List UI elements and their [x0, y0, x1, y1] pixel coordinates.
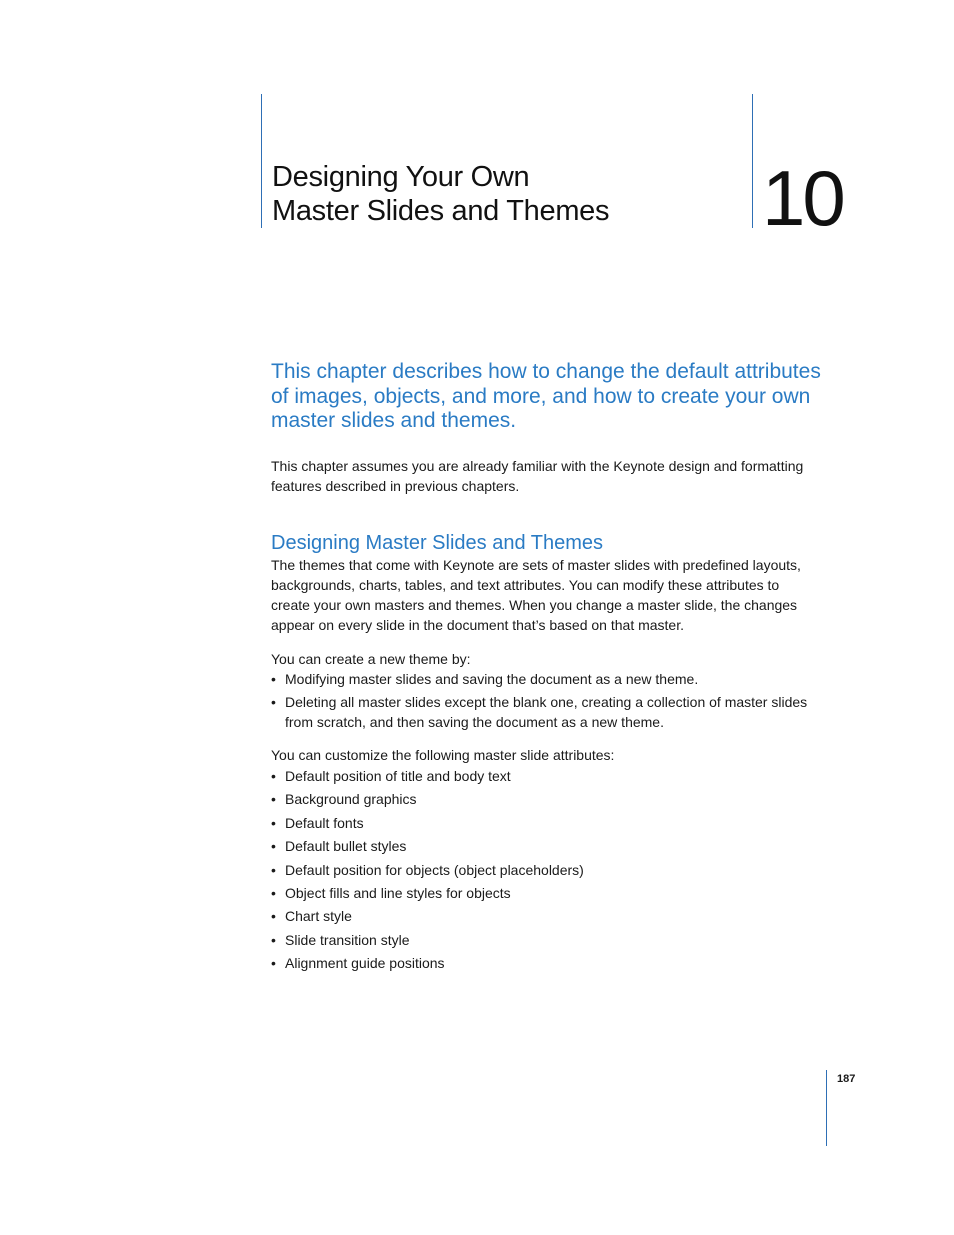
- bullet-icon: •: [271, 884, 276, 901]
- section-paragraph: [271, 555, 831, 635]
- list-item-text: Slide transition style: [285, 931, 410, 948]
- assumption-paragraph: [271, 456, 831, 496]
- bullet-icon: •: [271, 671, 276, 687]
- chapter-intro-line: of images, objects, and more, and how to create your own: [271, 384, 811, 408]
- chapter-intro-line: master slides and themes.: [271, 409, 517, 432]
- bullet-icon: •: [271, 861, 276, 878]
- chapter-intro: [271, 360, 831, 434]
- list-item: [271, 813, 831, 833]
- page-number-rule: [826, 1070, 827, 1146]
- list-item-text: Modifying master slides and saving the document as a new theme.: [285, 671, 699, 687]
- attributes-intro: You can customize the following master slide attributes:: [271, 747, 615, 763]
- bullet-icon: •: [271, 931, 276, 948]
- assumption-line: features described in previous chapters.: [271, 478, 520, 494]
- bullet-icon: •: [271, 791, 276, 808]
- bullet-icon: •: [271, 955, 276, 972]
- list-item-text: Object fills and line styles for objects: [285, 884, 511, 901]
- attributes-list: [271, 766, 831, 973]
- list-item-text: Alignment guide positions: [285, 955, 445, 972]
- list-item: [271, 692, 831, 732]
- list-item-text: Default position for objects (object placeholders): [285, 861, 584, 878]
- list-item: [271, 953, 831, 973]
- list-item: [271, 930, 831, 950]
- bullet-icon: •: [271, 814, 276, 831]
- section-paragraph-line: create your own masters and themes. When you change a master slide, the changes: [271, 597, 798, 613]
- chapter-number: 10: [762, 154, 843, 242]
- list-item-text: Deleting all master slides except the blank one, creating a collection of master slides: [285, 694, 808, 710]
- section-paragraph-line: appear on every slide in the document that’s based on that master.: [271, 617, 684, 633]
- list-item-text: from scratch, and then saving the document as a new theme.: [285, 714, 664, 730]
- section-heading: Designing Master Slides and Themes: [271, 532, 604, 554]
- create-theme-intro: You can create a new theme by:: [271, 651, 471, 667]
- list-item: [271, 789, 831, 809]
- section-paragraph-line: The themes that come with Keynote are sets of master slides with predefined layouts,: [271, 557, 801, 573]
- chapter-intro-line: This chapter describes how to change the default attributes: [271, 360, 821, 383]
- list-item-text: Default fonts: [285, 814, 364, 831]
- title-left-rule: [261, 94, 262, 228]
- create-theme-list: [271, 669, 831, 732]
- list-item: [271, 836, 831, 856]
- section-paragraph-line: backgrounds, charts, tables, and text attributes. You can modify these attributes to: [271, 577, 780, 593]
- list-item: [271, 906, 831, 926]
- chapter-title-line: Designing Your Own: [272, 161, 530, 193]
- title-right-rule: [752, 94, 753, 228]
- bullet-icon: •: [271, 768, 276, 784]
- assumption-line: This chapter assumes you are already familiar with the Keynote design and formatting: [271, 458, 804, 474]
- list-item: [271, 669, 831, 689]
- bullet-icon: •: [271, 838, 276, 855]
- list-item-text: Default position of title and body text: [285, 768, 511, 784]
- list-item-text: Background graphics: [285, 791, 417, 808]
- page-number: 187: [837, 1073, 856, 1085]
- list-item: [271, 860, 831, 880]
- chapter-title: [272, 160, 732, 228]
- list-item: [271, 766, 831, 786]
- list-item: [271, 883, 831, 903]
- list-item-text: Default bullet styles: [285, 838, 407, 855]
- bullet-icon: •: [271, 908, 276, 925]
- bullet-icon: •: [271, 694, 276, 710]
- chapter-title-line: Master Slides and Themes: [272, 195, 610, 227]
- list-item-text: Chart style: [285, 908, 352, 925]
